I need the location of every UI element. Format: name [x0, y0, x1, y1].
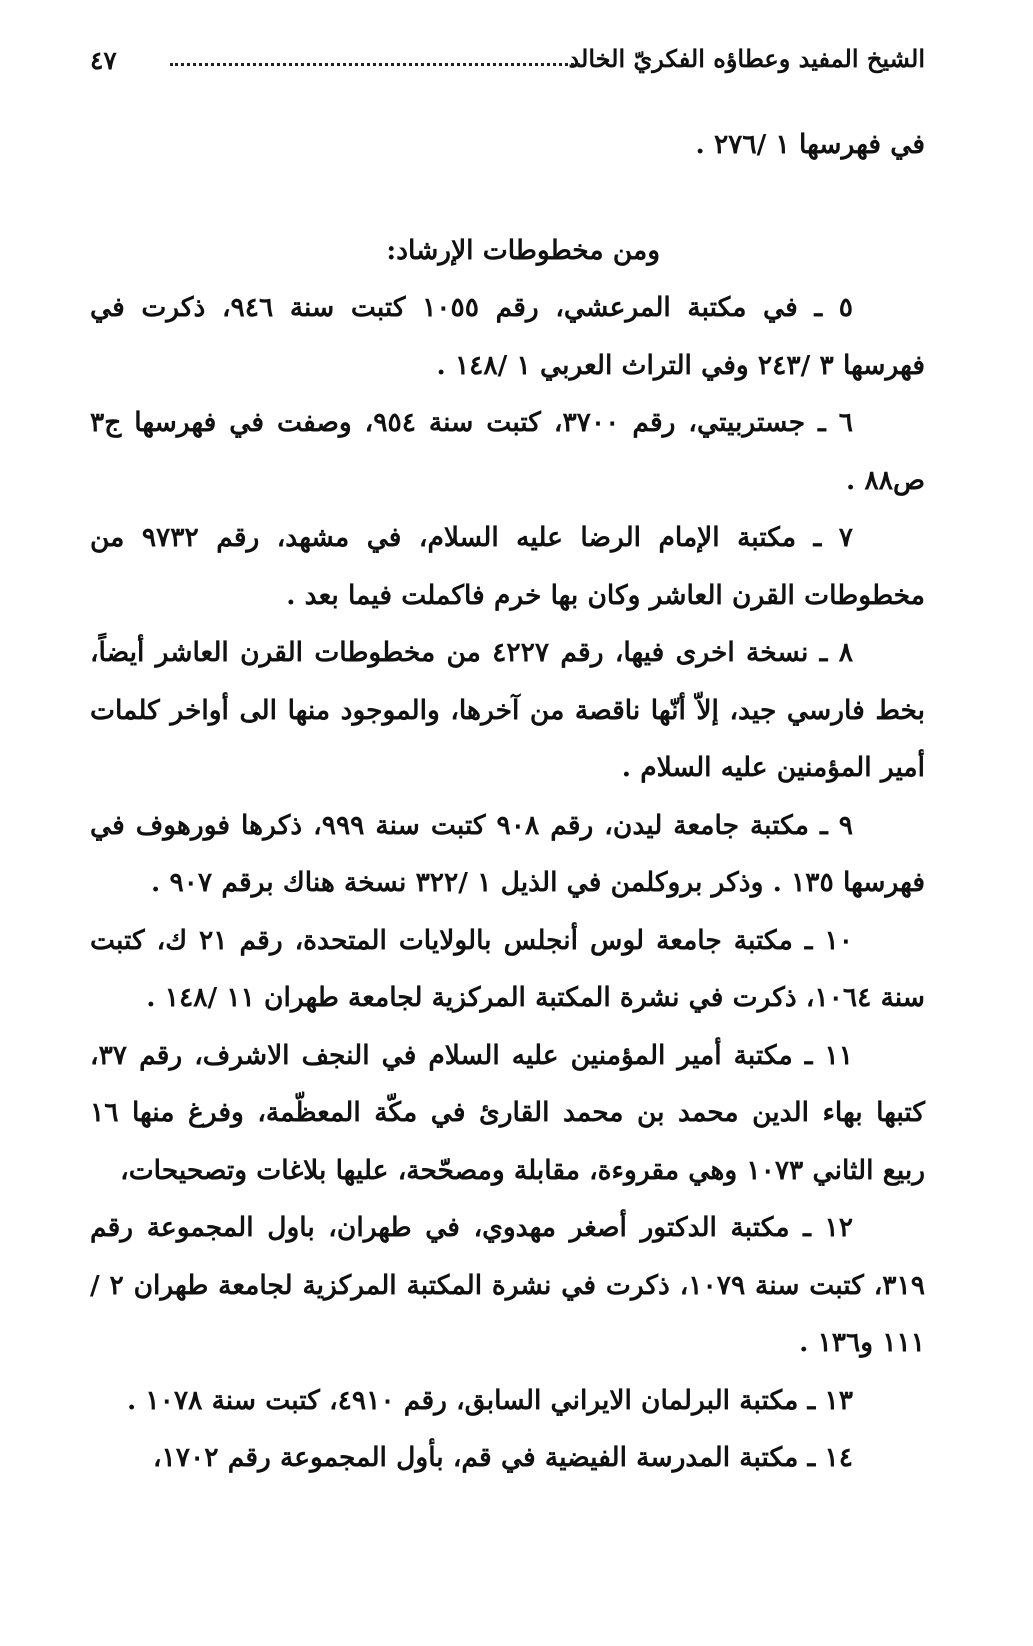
section-heading: ومن مخطوطات الإرشاد: [386, 234, 660, 266]
manuscript-entry-9: ٩ ـ مكتبة جامعة ليدن، رقم ٩٠٨ كتبت سنة ٩٩٩، ذكرها فورهوف في فهرسها ١٣٥ . وذكر بروكلمن في الذيل ١ /٣٢٢ نسخة هناك برقم ٩٠٧ . [90, 809, 925, 898]
manuscript-entry-6: ٦ ـ جستربيتي، رقم ٣٧٠٠، كتبت سنة ٩٥٤، وصفت في فهرسها ج٣ ص٨٨ . [90, 407, 925, 496]
running-title: الشيخ المفيد وعطاؤه الفكريّ الخالد [568, 44, 925, 73]
opening-line: في فهرسها ١ /٢٧٦ . [695, 129, 925, 160]
running-header [90, 44, 925, 84]
manuscript-entry-11: ١١ ـ مكتبة أمير المؤمنين عليه السلام في النجف الاشرف، رقم ٣٧، كتبها بهاء الدين محمد بن محمد القارئ في مكّة المعظّمة، وفرغ منها ١٦ ربيع الثاني ١٠٧٣ وهي مقروءة، مقابلة ومصحّحة، عليها بلاغات وتصحيحات، [90, 1039, 925, 1186]
manuscript-entry-8: ٨ ـ نسخة اخرى فيها، رقم ٤٢٢٧ من مخطوطات القرن العاشر أيضاً، بخط فارسي جيد، إلاّ أنّها ناقصة من آخرها، والموجود منها الى أواخر كلمات أمير المؤمنين عليه السلام . [90, 637, 925, 783]
manuscript-entry-5: ٥ ـ في مكتبة المرعشي، رقم ١٠٥٥ كتبت سنة ٩٤٦، ذكرت في فهرسها ٣ /٢٤٣ وفي التراث العربي ١ /١٤٨ . [90, 292, 925, 381]
body-text [90, 116, 925, 1487]
page-number: ٤٧ [90, 46, 117, 75]
manuscript-entry-10: ١٠ ـ مكتبة جامعة لوس أنجلس بالولايات المتحدة، رقم ٢١ ك، كتبت سنة ١٠٦٤، ذكرت في نشرة المكتبة المركزية لجامعة طهران ١١ /١٤٨ . [90, 924, 925, 1013]
leader-dots [170, 63, 580, 66]
manuscript-entry-14: ١٤ ـ مكتبة المدرسة الفيضية في قم، بأول المجموعة رقم ١٧٠٢، [152, 1442, 853, 1473]
manuscript-entry-7: ٧ ـ مكتبة الإمام الرضا عليه السلام، في مشهد، رقم ٩٧٣٢ من مخطوطات القرن العاشر وكان بها خرم فاكملت فيما بعد . [90, 522, 925, 611]
manuscript-entry-12: ١٢ ـ مكتبة الدكتور أصغر مهدوي، في طهران، باول المجموعة رقم ٣١٩، كتبت سنة ١٠٧٩، ذكرت في نشرة المكتبة المركزية لجامعة طهران ٢ /١١١ و١٣٦ . [90, 1212, 925, 1358]
manuscript-entry-13: ١٣ ـ مكتبة البرلمان الايراني السابق، رقم ٤٩١٠، كتبت سنة ١٠٧٨ . [126, 1384, 853, 1416]
